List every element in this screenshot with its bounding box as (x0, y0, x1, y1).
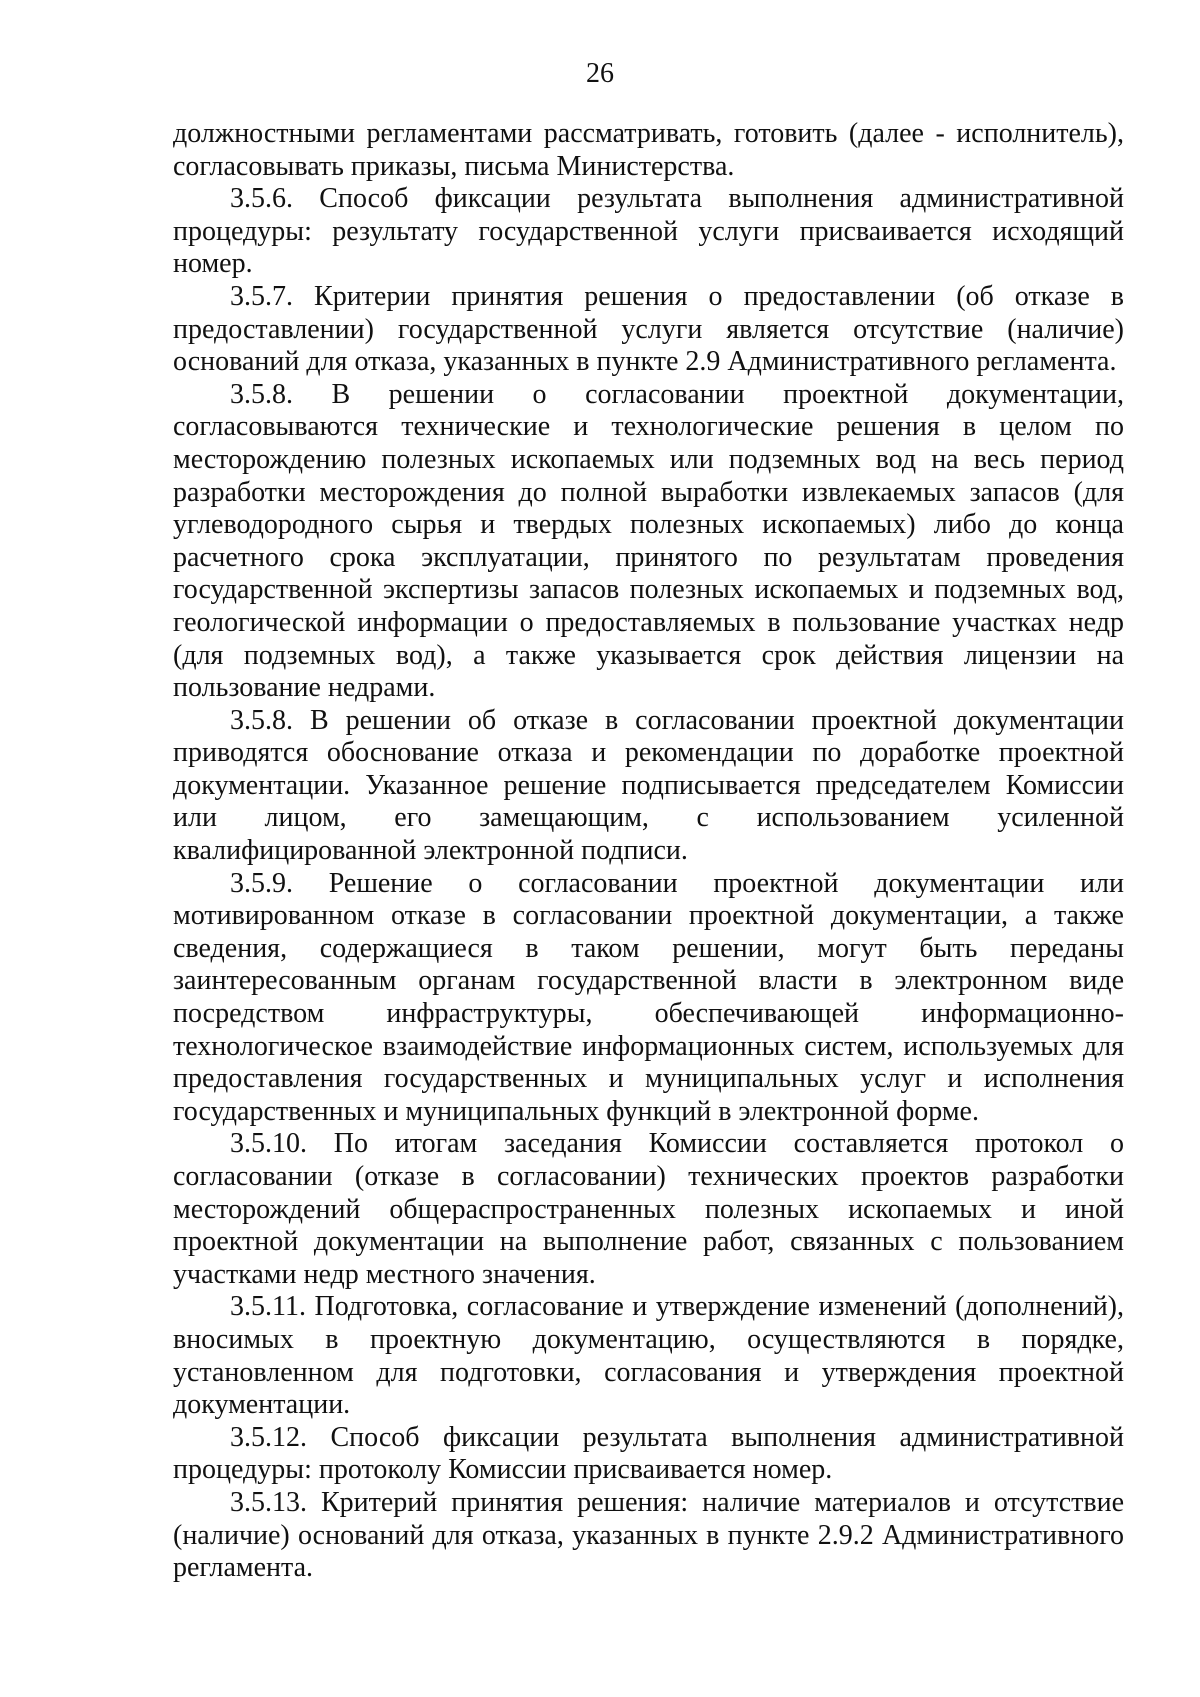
paragraph-3-5-8-refusal: 3.5.8. В решении об отказе в согласовании проектной документации приводятся обоснование отказа и рекомендации по доработке проектной документации. Указанное решение подписывается председателем Комиссии или лицом, его замещающим, с использованием усиленной квалифицированной электронной подписи. (173, 704, 1124, 867)
paragraph-3-5-7: 3.5.7. Критерии принятия решения о предоставлении (об отказе в предоставлении) государственной услуги является отсутствие (наличие) оснований для отказа, указанных в пункте 2.9 Административного регламента. (173, 280, 1124, 378)
paragraph-3-5-6: 3.5.6. Способ фиксации результата выполнения административной процедуры: результату государственной услуги присваивается исходящий номер. (173, 183, 1124, 280)
paragraph-3-5-9: 3.5.9. Решение о согласовании проектной документации или мотивированном отказе в согласовании проектной документации, а также сведения, содержащиеся в таком решении, могут быть переданы заинтересованным органам государственной власти в электронном виде посредством инфраструктуры, обеспечивающей информационно-технологическое взаимодействие информационных систем, используемых для предоставления государственных и муниципальных услуг и исполнения государственных и муниципальных функций в электронной форме. (173, 867, 1124, 1127)
paragraph-continuation: должностными регламентами рассматривать, готовить (далее - исполнитель), согласовывать приказы, письма Министерства. (173, 118, 1124, 182)
paragraph-3-5-10: 3.5.10. По итогам заседания Комиссии составляется протокол о согласовании (отказе в согласовании) технических проектов разработки месторождений общераспространенных полезных ископаемых и иной проектной документации на выполнение работ, связанных с пользованием участками недр местного значения. (173, 1128, 1124, 1290)
page-number: 26 (586, 58, 614, 89)
paragraph-3-5-12: 3.5.12. Способ фиксации результата выполнения административной процедуры: протоколу Комиссии присваивается номер. (173, 1421, 1124, 1486)
paragraph-3-5-11: 3.5.11. Подготовка, согласование и утверждение изменений (дополнений), вносимых в проектную документацию, осуществляются в порядке, установленном для подготовки, согласования и утверждения проектной документации. (173, 1291, 1124, 1421)
document-body (173, 118, 1124, 1585)
paragraph-3-5-13: 3.5.13. Критерий принятия решения: наличие материалов и отсутствие (наличие) оснований для отказа, указанных в пункте 2.9.2 Административного регламента. (173, 1486, 1124, 1584)
paragraph-3-5-8-approval: 3.5.8. В решении о согласовании проектной документации, согласовываются технические и технологические решения в целом по месторождению полезных ископаемых или подземных вод на весь период разработки месторождения до полной выработки извлекаемых запасов (для углеводородного сырья и твердых полезных ископаемых) либо до конца расчетного срока эксплуатации, принятого по результатам проведения государственной экспертизы запасов полезных ископаемых и подземных вод, геологической информации о предоставляемых в пользование участках недр (для подземных вод), а также указывается срок действия лицензии на пользование недрами. (173, 378, 1124, 704)
